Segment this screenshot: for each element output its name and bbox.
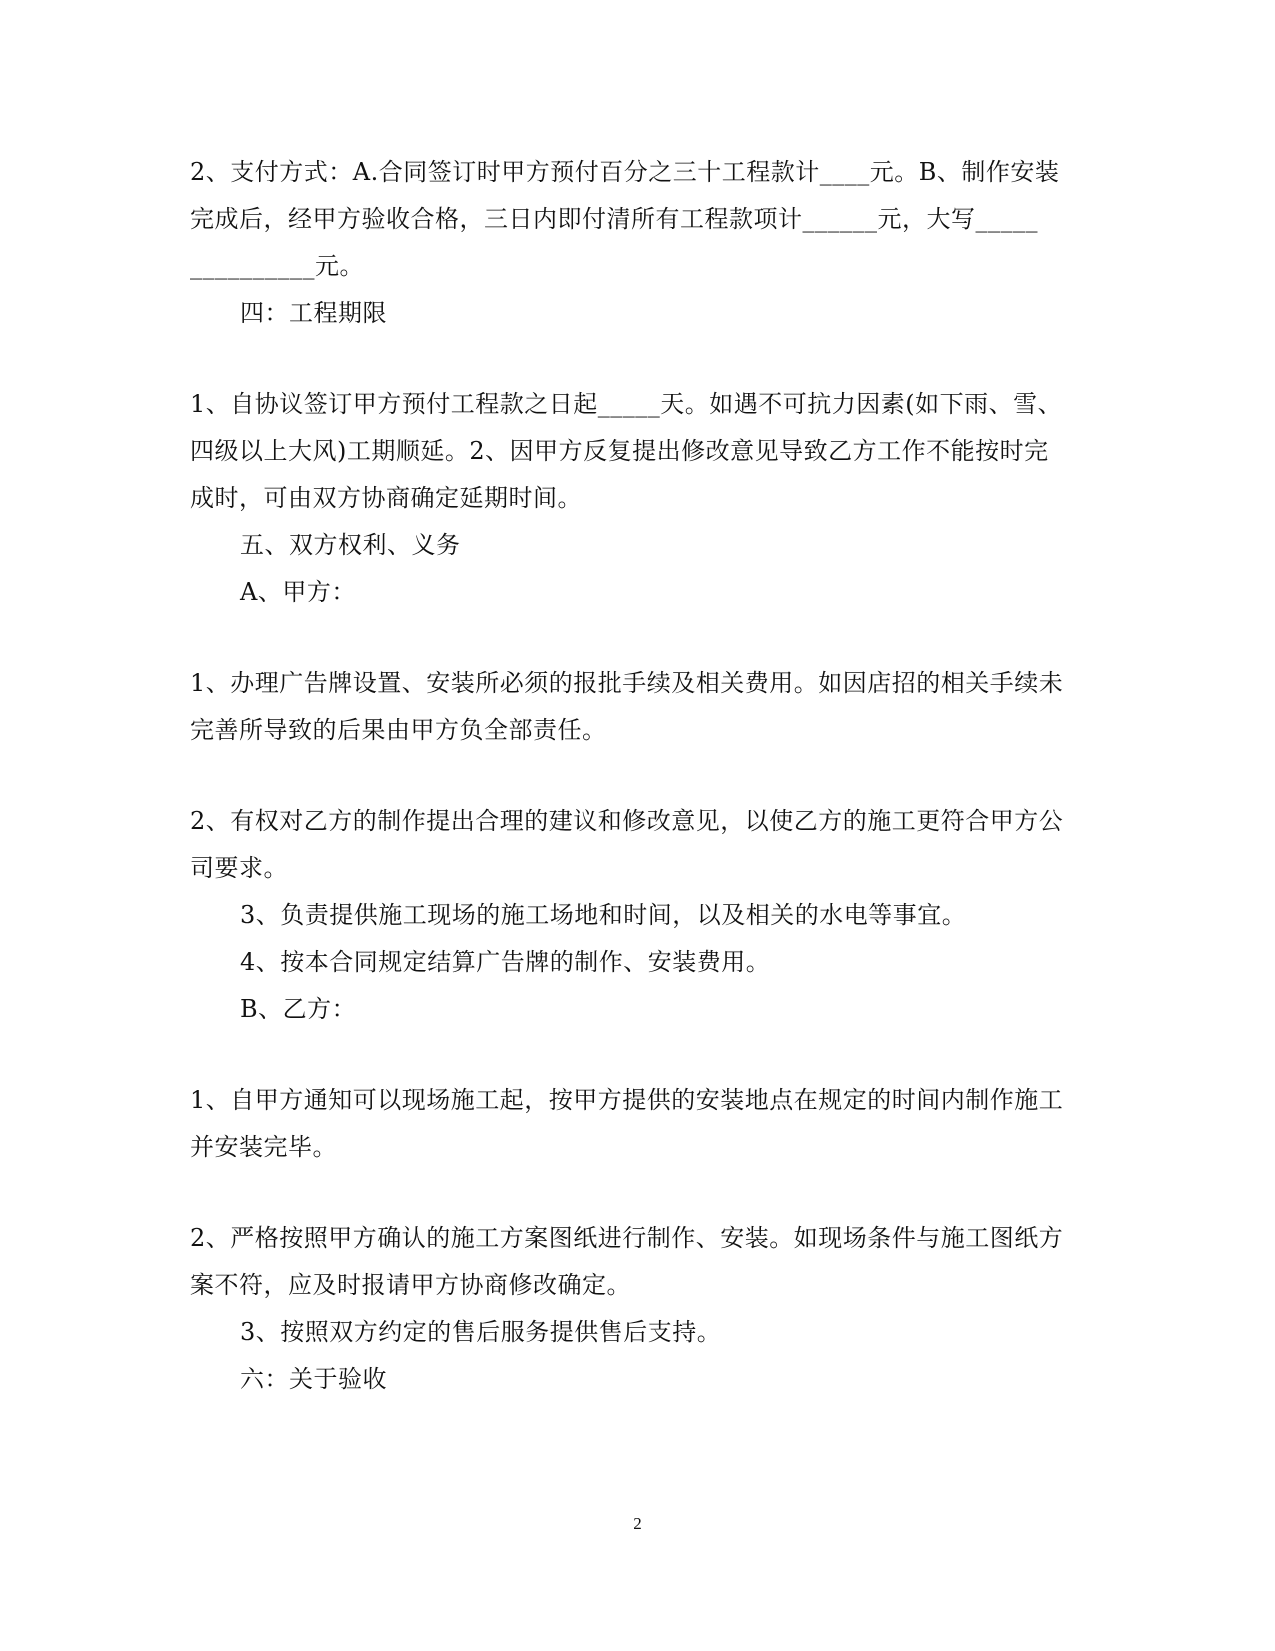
- paragraph-line: 4、按本合同规定结算广告牌的制作、安装费用。: [240, 948, 771, 976]
- subsection-heading: A、甲方：: [240, 578, 356, 606]
- paragraph-line: 完善所导致的后果由甲方负全部责任。: [190, 716, 607, 744]
- paragraph-line: 1、自协议签订甲方预付工程款之日起_____天。如遇不可抗力因素(如下雨、雪、: [190, 390, 1063, 418]
- paragraph-line: __________元。: [190, 252, 364, 280]
- section-heading: 六：关于验收: [240, 1365, 387, 1393]
- section-heading: 五、双方权利、义务: [240, 531, 461, 559]
- paragraph-line: 3、按照双方约定的售后服务提供售后支持。: [240, 1318, 722, 1346]
- paragraph-line: 四级以上大风)工期顺延。2、因甲方反复提出修改意见导致乙方工作不能按时完: [190, 437, 1049, 465]
- paragraph-line: 2、支付方式：A.合同签订时甲方预付百分之三十工程款计____元。B、制作安装: [190, 158, 1060, 186]
- paragraph-line: 成时，可由双方协商确定延期时间。: [190, 484, 582, 512]
- paragraph-line: 1、办理广告牌设置、安装所必须的报批手续及相关费用。如因店招的相关手续未: [190, 669, 1064, 697]
- section-heading: 四：工程期限: [240, 299, 387, 327]
- paragraph-line: 3、负责提供施工现场的施工场地和时间，以及相关的水电等事宜。: [240, 901, 967, 929]
- paragraph-line: 并安装完毕。: [190, 1133, 337, 1161]
- paragraph-line: 1、自甲方通知可以现场施工起，按甲方提供的安装地点在规定的时间内制作施工: [190, 1086, 1064, 1114]
- page-number: 2: [633, 1514, 642, 1533]
- paragraph-line: 案不符，应及时报请甲方协商修改确定。: [190, 1271, 631, 1299]
- subsection-heading: B、乙方：: [240, 995, 357, 1023]
- paragraph-line: 完成后，经甲方验收合格，三日内即付清所有工程款项计______元，大写_____: [190, 205, 1038, 233]
- paragraph-line: 司要求。: [190, 854, 288, 882]
- paragraph-line: 2、严格按照甲方确认的施工方案图纸进行制作、安装。如现场条件与施工图纸方: [190, 1224, 1064, 1252]
- paragraph-line: 2、有权对乙方的制作提出合理的建议和修改意见，以使乙方的施工更符合甲方公: [190, 807, 1064, 835]
